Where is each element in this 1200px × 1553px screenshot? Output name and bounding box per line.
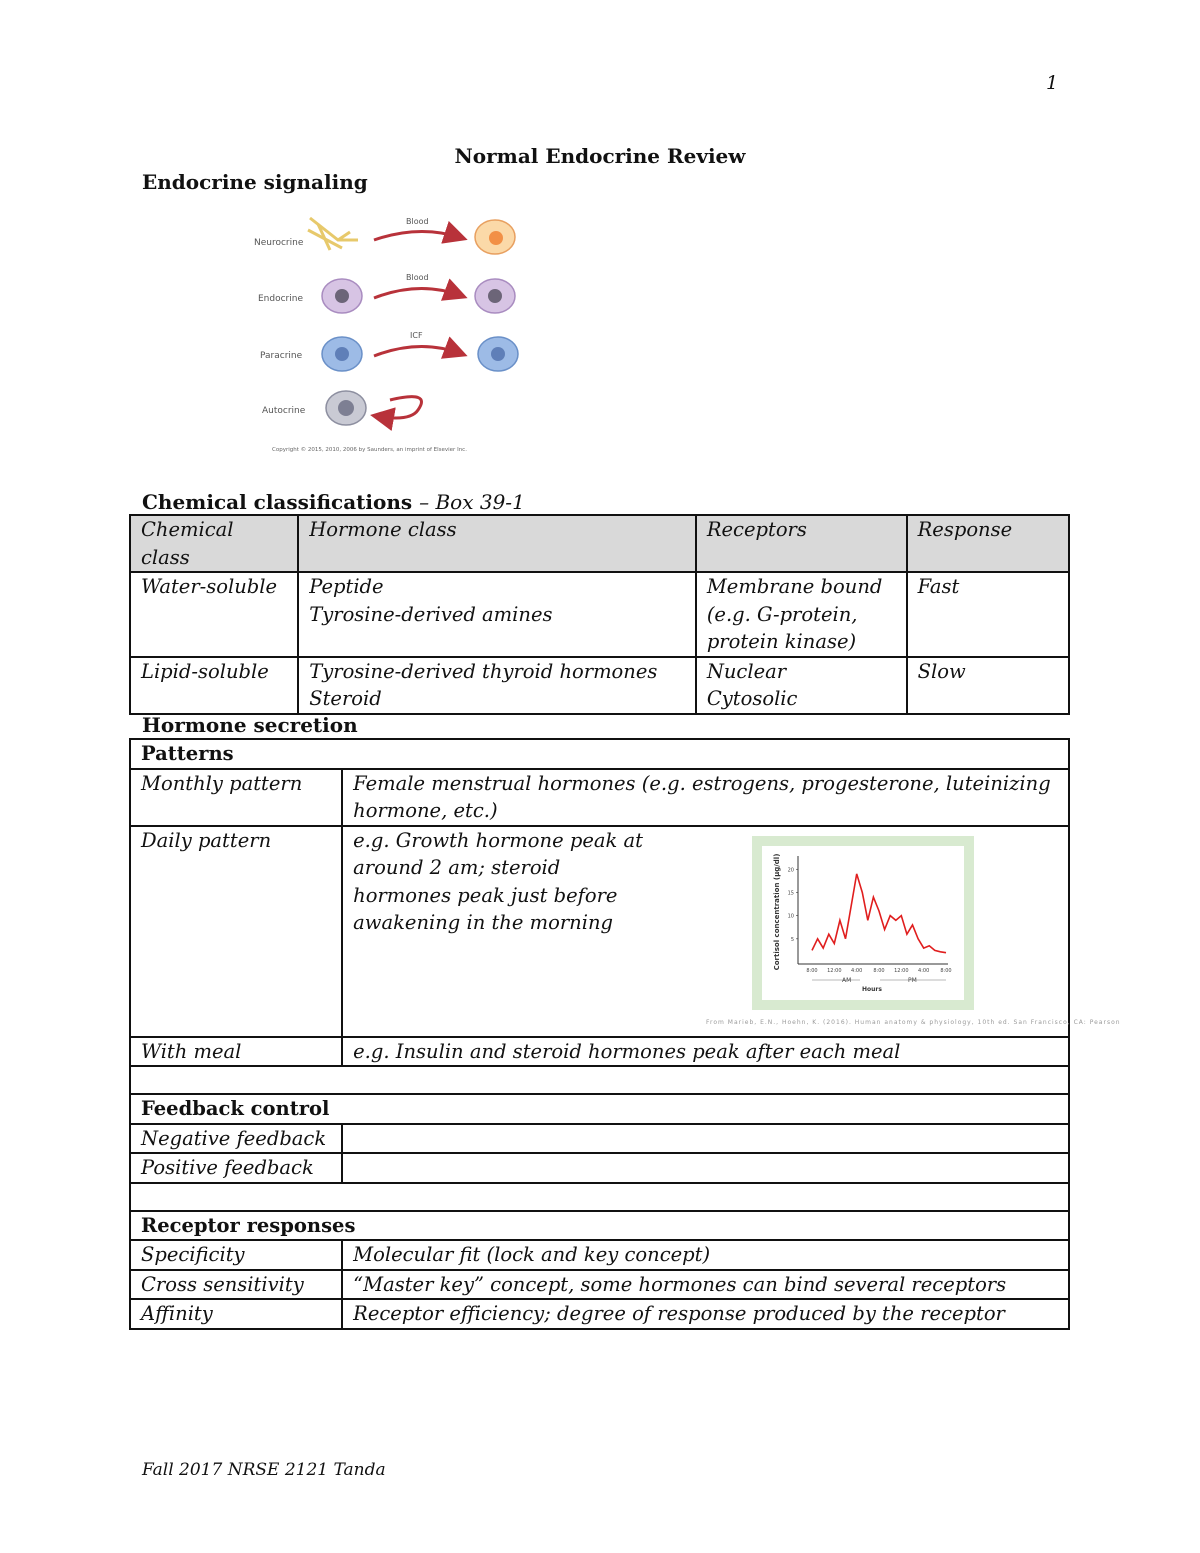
section-row [130,739,1069,769]
table-row [130,1124,1069,1154]
chart-ylabel: Cortisol concentration (μg/dl) [773,853,781,971]
signaling-diagram [250,210,520,460]
label-neurocrine: Neurocrine [254,238,304,248]
table-header-row [130,515,1069,572]
patterns-heading: Patterns [130,739,1069,769]
table-row [130,657,1069,714]
medium-blood-1: Blood [406,217,429,226]
response-cell: Fast [907,572,1069,657]
y-tick-label: 10 [787,913,794,920]
table-row [130,1240,1069,1270]
hormone-class-cell: Peptide Tyrosine-derived amines [298,572,696,657]
column-header: Response [907,515,1069,572]
receptor-label: Affinity [130,1299,342,1329]
receptor-desc: Molecular fit (lock and key concept) [342,1240,1069,1270]
medium-icf: ICF [410,331,423,340]
pattern-desc: e.g. Growth hormone peak at around 2 am; steroid hormones peak just before awakening in the morning [342,826,1069,1037]
arrow-autocrine [376,397,422,418]
x-tick-label: 4:00 [851,968,863,974]
page-title: Normal Endocrine Review [454,144,746,168]
table-row [130,1037,1069,1067]
feedback-desc [342,1124,1069,1154]
neuron-icon [308,218,358,250]
receptor-label: Cross sensitivity [130,1270,342,1300]
feedback-desc [342,1153,1069,1183]
chemical-heading-ref: – Box 39-1 [419,490,525,514]
period-am: AM [842,977,852,984]
section-row [130,1094,1069,1124]
signaling-heading: Endocrine signaling [142,170,368,194]
receptor-heading: Receptor responses [130,1211,1069,1241]
column-header: Hormone class [298,515,696,572]
receptor-desc: “Master key” concept, some hormones can bind several receptors [342,1270,1069,1300]
diagram-copyright: Copyright © 2015, 2010, 2006 by Saunders, an imprint of Elsevier Inc. [272,447,467,453]
pattern-desc: e.g. Insulin and steroid hormones peak after each meal [342,1037,1069,1067]
feedback-label: Positive feedback [130,1153,342,1183]
secretion-heading: Hormone secretion [142,713,358,737]
table-row [130,572,1069,657]
label-endocrine: Endocrine [258,294,303,304]
medium-blood-2: Blood [406,273,429,282]
column-header: Receptors [696,515,907,572]
pattern-label: Monthly pattern [130,769,342,826]
y-tick-label: 20 [787,867,794,874]
x-tick-label: 8:00 [873,968,885,974]
arrow-paracrine [374,346,462,356]
chemical-table [129,514,1070,715]
table-row [130,1153,1069,1183]
receptor-label: Specificity [130,1240,342,1270]
feedback-label: Negative feedback [130,1124,342,1154]
chemical-class-cell: Lipid-soluble [130,657,298,714]
x-tick-label: 12:00 [894,968,909,974]
receptor-desc: Receptor efficiency; degree of response produced by the receptor [342,1299,1069,1329]
x-tick-label: 8:00 [806,968,818,974]
section-row [130,1211,1069,1241]
label-paracrine: Paracrine [260,351,303,361]
arrow-endocrine [374,288,462,298]
chemical-heading-text: Chemical classifications [142,490,413,514]
pattern-label: With meal [130,1037,342,1067]
x-tick-label: 12:00 [827,968,842,974]
x-tick-label: 8:00 [940,968,952,974]
chemical-class-cell: Water-soluble [130,572,298,657]
blank-row [130,1183,1069,1211]
pattern-desc: Female menstrual hormones (e.g. estrogens, progesterone, luteinizing hormone, etc.) [342,769,1069,826]
blank-row [130,1066,1069,1094]
pattern-label: Daily pattern [130,826,342,1037]
response-cell: Slow [907,657,1069,714]
chart-xlabel: Hours [862,986,882,993]
chemical-heading [142,490,525,514]
receptors-cell: Nuclear Cytosolic [696,657,907,714]
receptors-cell: Membrane bound (e.g. G-protein, protein kinase) [696,572,907,657]
chart-credit: From Marieb, E.N., Hoehn, K. (2016). Human anatomy & physiology, 10th ed. San Francisco, CA: Pearson [706,1019,1121,1026]
secretion-table [129,738,1070,1330]
label-autocrine: Autocrine [262,406,306,416]
y-tick-label: 5 [790,936,794,943]
cortisol-chart [762,846,964,1000]
x-tick-label: 4:00 [918,968,930,974]
feedback-heading: Feedback control [130,1094,1069,1124]
table-row [130,769,1069,826]
column-header: Chemical class [130,515,298,572]
footer: Fall 2017 NRSE 2121 Tanda [142,1460,386,1480]
period-pm: PM [908,977,917,984]
y-tick-label: 15 [787,890,794,897]
hormone-class-cell: Tyrosine-derived thyroid hormones Steroid [298,657,696,714]
table-row [130,1299,1069,1329]
arrow-neurocrine [374,231,462,240]
page-number: 1 [1046,72,1059,94]
cortisol-series-line [812,874,946,953]
table-row [130,1270,1069,1300]
